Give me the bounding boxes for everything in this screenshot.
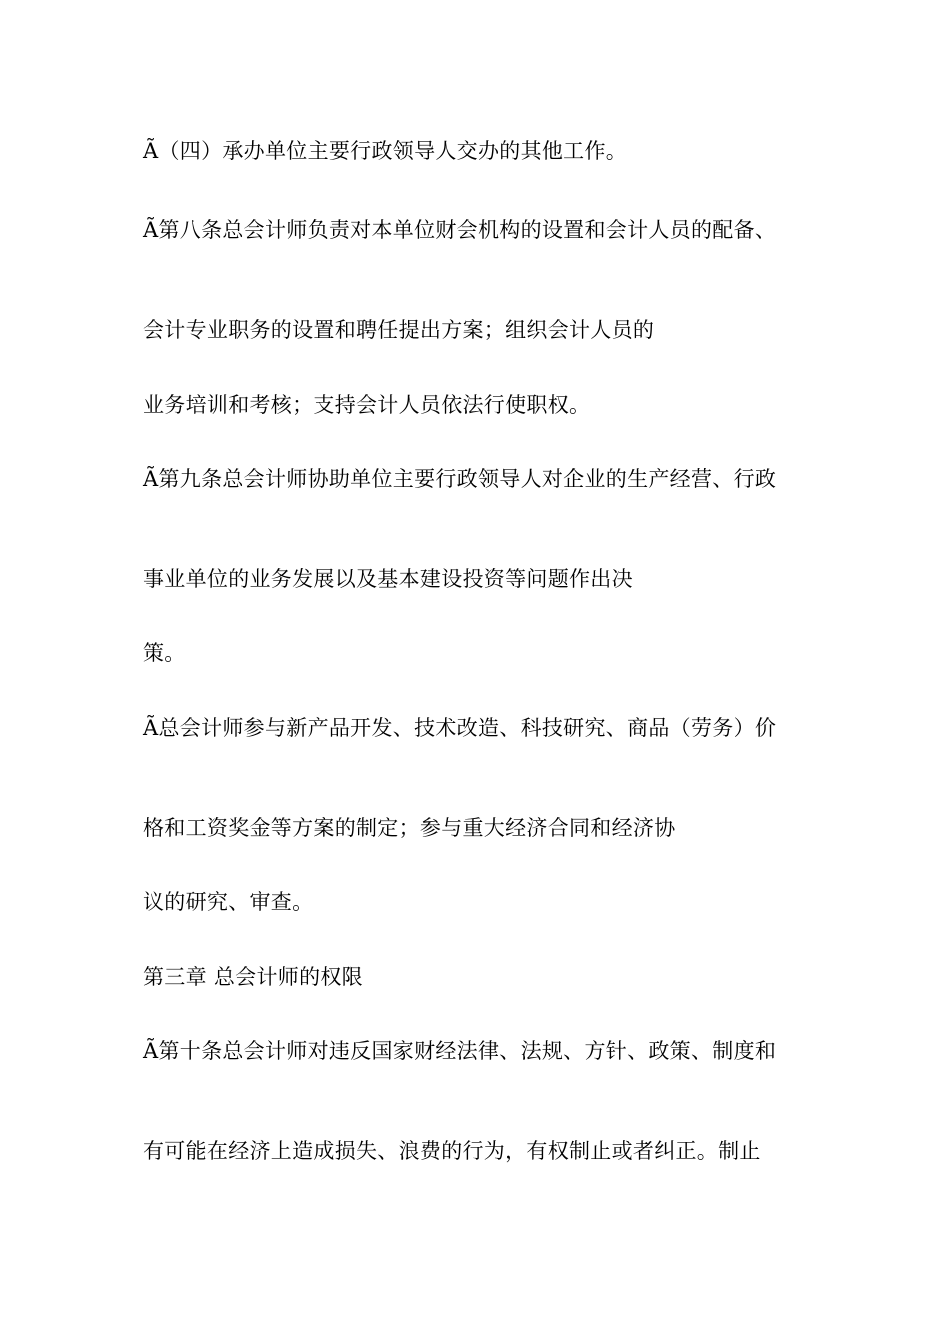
paragraph-line: Ã总会计师参与新产品开发、技术改造、科技研究、商品（劳务）价	[143, 716, 777, 740]
paragraph-line: Ã第九条总会计师协助单位主要行政领导人对企业的生产经营、行政	[143, 467, 777, 491]
paragraph-line: Ã（四）承办单位主要行政领导人交办的其他工作。	[143, 139, 628, 163]
chapter-heading: 第三章 总会计师的权限	[143, 965, 363, 989]
paragraph-line: 事业单位的业务发展以及基本建设投资等问题作出决	[143, 567, 633, 591]
paragraph-line: 格和工资奖金等方案的制定；参与重大经济合同和经济协	[143, 816, 676, 840]
paragraph-line: 会计专业职务的设置和聘任提出方案；组织会计人员的	[143, 318, 655, 342]
paragraph-line: 策。	[143, 641, 186, 665]
paragraph-line: 业务培训和考核；支持会计人员依法行使职权。	[143, 393, 591, 417]
paragraph-line: 议的研究、审查。	[143, 890, 314, 914]
paragraph-line: Ã第八条总会计师负责对本单位财会机构的设置和会计人员的配备、	[143, 218, 777, 242]
paragraph-line: 有可能在经济上造成损失、浪费的行为，有权制止或者纠正。制止	[143, 1139, 761, 1163]
paragraph-line: Ã第十条总会计师对违反国家财经法律、法规、方针、政策、制度和	[143, 1039, 777, 1063]
